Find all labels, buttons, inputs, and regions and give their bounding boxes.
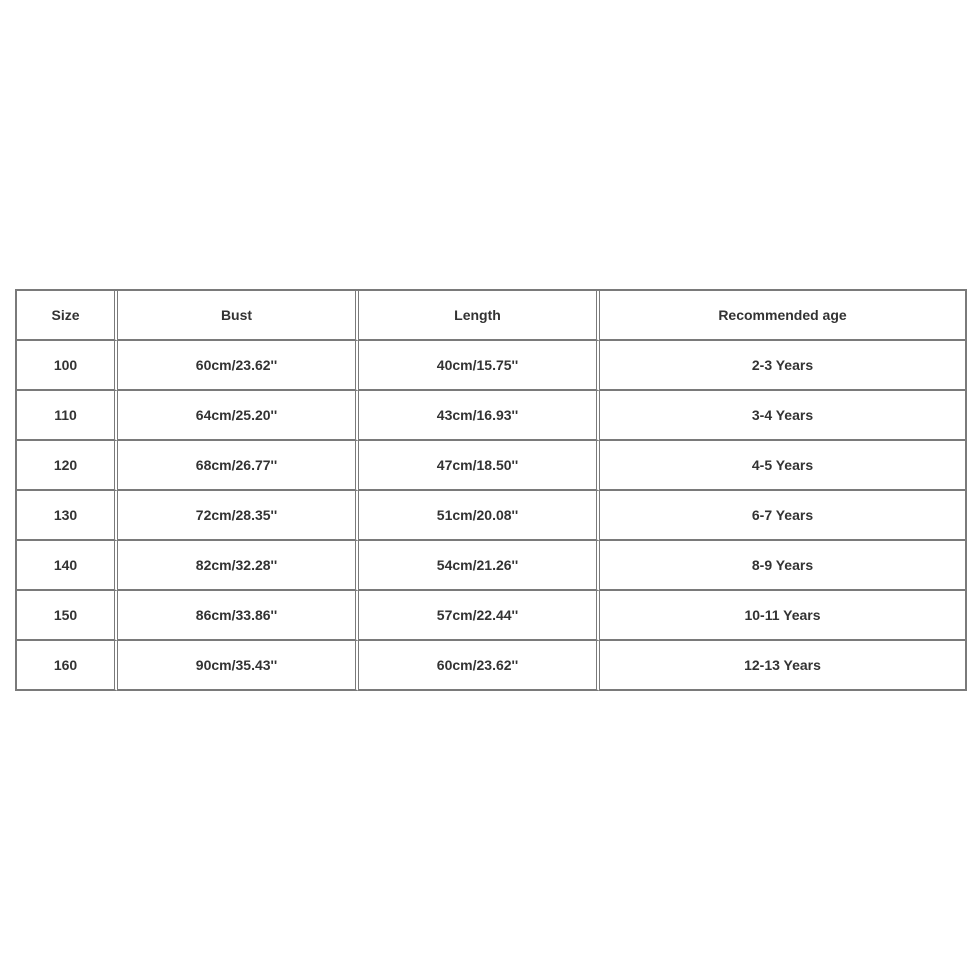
cell-bust: 60cm/23.62'' xyxy=(118,341,359,391)
table-row xyxy=(17,441,967,491)
table-header-row xyxy=(17,291,967,341)
table-row xyxy=(17,641,967,691)
cell-recommended-age: 4-5 Years xyxy=(600,441,967,491)
cell-bust: 90cm/35.43'' xyxy=(118,641,359,691)
cell-length: 60cm/23.62'' xyxy=(359,641,600,691)
table-row xyxy=(17,591,967,641)
cell-recommended-age: 2-3 Years xyxy=(600,341,967,391)
cell-recommended-age: 3-4 Years xyxy=(600,391,967,441)
cell-size: 140 xyxy=(17,541,118,591)
size-chart-table xyxy=(15,289,967,691)
cell-size: 130 xyxy=(17,491,118,541)
table-row xyxy=(17,391,967,441)
cell-length: 57cm/22.44'' xyxy=(359,591,600,641)
cell-bust: 68cm/26.77'' xyxy=(118,441,359,491)
cell-recommended-age: 10-11 Years xyxy=(600,591,967,641)
cell-size: 100 xyxy=(17,341,118,391)
table-row xyxy=(17,541,967,591)
cell-size: 160 xyxy=(17,641,118,691)
cell-length: 51cm/20.08'' xyxy=(359,491,600,541)
header-bust: Bust xyxy=(118,291,359,341)
header-recommended-age: Recommended age xyxy=(600,291,967,341)
cell-size: 120 xyxy=(17,441,118,491)
cell-bust: 72cm/28.35'' xyxy=(118,491,359,541)
cell-recommended-age: 6-7 Years xyxy=(600,491,967,541)
cell-recommended-age: 12-13 Years xyxy=(600,641,967,691)
header-length: Length xyxy=(359,291,600,341)
cell-length: 47cm/18.50'' xyxy=(359,441,600,491)
cell-recommended-age: 8-9 Years xyxy=(600,541,967,591)
cell-bust: 64cm/25.20'' xyxy=(118,391,359,441)
cell-bust: 82cm/32.28'' xyxy=(118,541,359,591)
cell-length: 43cm/16.93'' xyxy=(359,391,600,441)
cell-size: 110 xyxy=(17,391,118,441)
table-row xyxy=(17,491,967,541)
cell-length: 40cm/15.75'' xyxy=(359,341,600,391)
header-size: Size xyxy=(17,291,118,341)
table-row xyxy=(17,341,967,391)
cell-length: 54cm/21.26'' xyxy=(359,541,600,591)
cell-bust: 86cm/33.86'' xyxy=(118,591,359,641)
cell-size: 150 xyxy=(17,591,118,641)
